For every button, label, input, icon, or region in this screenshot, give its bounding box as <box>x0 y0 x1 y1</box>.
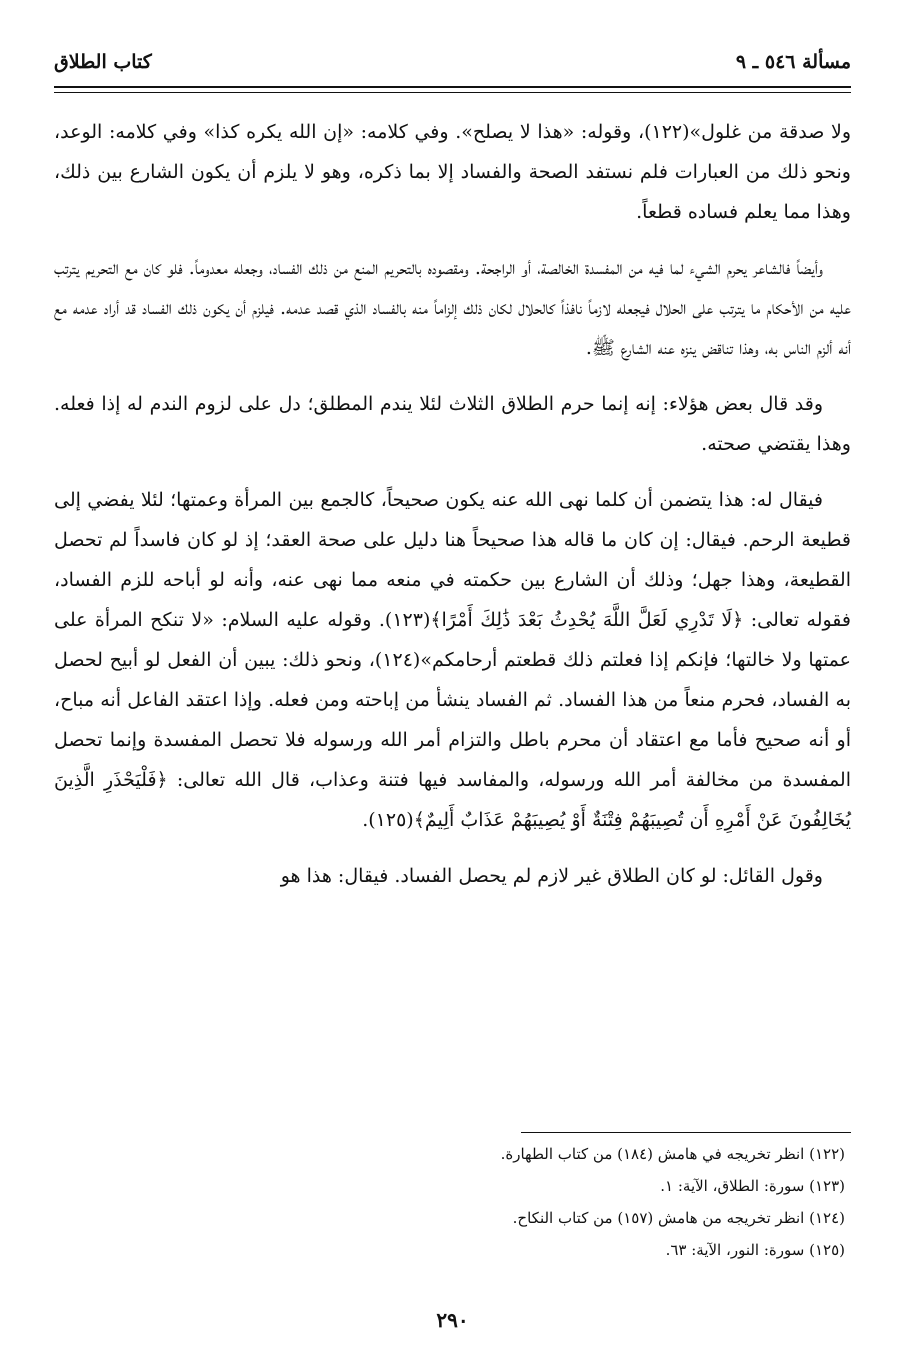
footnote: (١٢٥) سورة: النور، الآية: ٦٣. <box>665 1241 845 1259</box>
main-text <box>54 112 851 912</box>
paragraph: وقد قال بعض هؤلاء: إنه إنما حرم الطلاق الثلاث لئلا يندم المطلق؛ دل على لزوم الندم له إذا فعله. وهذا يقتضي صحته. <box>54 393 851 455</box>
paragraph: وقول القائل: لو كان الطلاق غير لازم لم يحصل الفساد. فيقال: هذا هو <box>280 865 823 887</box>
issue-number: مسألة ٥٤٦ ـ ٩ <box>735 51 851 73</box>
footnote: (١٢٢) انظر تخريجه في هامش (١٨٤) من كتاب الطهارة. <box>500 1145 845 1163</box>
paragraph: ولا صدقة من غلول»(١٢٢)، وقوله: «هذا لا يصلح». وفي كلامه: «إن الله يكره كذا» وفي كلامه: الوعد، ونحو ذلك من العبارات فلم نستفد الصحة والفساد إلا بما ذكره، وهو لا يلزم أن يكون الشارع بين ذلك، وهذا مما يعلم فساده قطعاً. <box>54 121 852 223</box>
footnote-separator <box>521 1132 851 1133</box>
header-rule-thick <box>54 86 851 88</box>
paragraph: فيقال له: هذا يتضمن أن كلما نهى الله عنه يكون صحيحاً، كالجمع بين المرأة وعمتها؛ لئلا يفضي إلى قطيعة الرحم. فيقال: إن كان ما قاله هذا صحيحاً هنا دليل على صحة العقد؛ إذ لو كان فاسداً لم تحصل القطيعة، وهذا جهل؛ وذلك أن الشارع بين حكمته في منعه مما نهى عنه، وأنه لو أباحه للزم الفساد، فقوله تعالى: ﴿لَا تَدْرِي لَعَلَّ اللَّهَ يُحْدِثُ بَعْدَ ذَٰلِكَ أَمْرًا﴾(١٢٣). وقوله عليه السلام: «لا تنكح المرأة على عمتها ولا خالتها؛ فإنكم إذا فعلتم ذلك قطعتم أرحامكم»(١٢٤)، ونحو ذلك: يبين أن الفعل لو أبيح لحصل به الفساد، فحرم منعاً من هذا الفساد. ثم الفساد ينشأ من إباحته ومن فعله. وإذا اعتقد الفاعل أنه مباح، أو أنه صحيح فأما مع اعتقاد أن محرم باطل والتزام أمر الله ورسوله فلا تحصل المفسدة وإنما تحصل المفسدة من مخالفة أمر الله ورسوله، والمفاسد فيها فتنة وعذاب، قال الله تعالى: ﴿فَلْيَحْذَرِ الَّذِينَ يُخَالِفُونَ عَنْ أَمْرِهِ أَن تُصِيبَهُمْ فِتْنَةٌ أَوْ يُصِيبَهُمْ عَذَابٌ أَلِيمٌ﴾(١٢٥). <box>54 489 852 831</box>
footnote: (١٢٣) سورة: الطلاق، الآية: ١. <box>660 1177 845 1195</box>
chapter-title: كتاب الطلاق <box>54 51 152 73</box>
footnotes <box>54 1138 845 1266</box>
page-number: ٢٩٠ <box>436 1308 469 1332</box>
header-rule-thin <box>54 92 851 93</box>
running-header <box>54 42 851 82</box>
paragraph: وأيضاً فالشاعر يحرم الشيء لما فيه من المفسدة الخالصة، أو الراجحة. ومقصوده بالتحريم المنع من ذلك الفساد، وجعله معدوماً. فلو كان مع التحريم يترتب عليه من الأحكام ما يترتب على الحلال فيجعله لازماً نافذاً كالحلال لكان ذلك إلزاماً منه بالفساد الذي قصد عدمه. فيلزم أن يكون ذلك الفساد قد أراد عدمه مع أنه ألزم الناس به، وهذا تناقض ينزه عنه الشارع ﷺ. <box>54 257 851 359</box>
footnote: (١٢٤) انظر تخريجه من هامش (١٥٧) من كتاب النكاح. <box>512 1209 845 1227</box>
